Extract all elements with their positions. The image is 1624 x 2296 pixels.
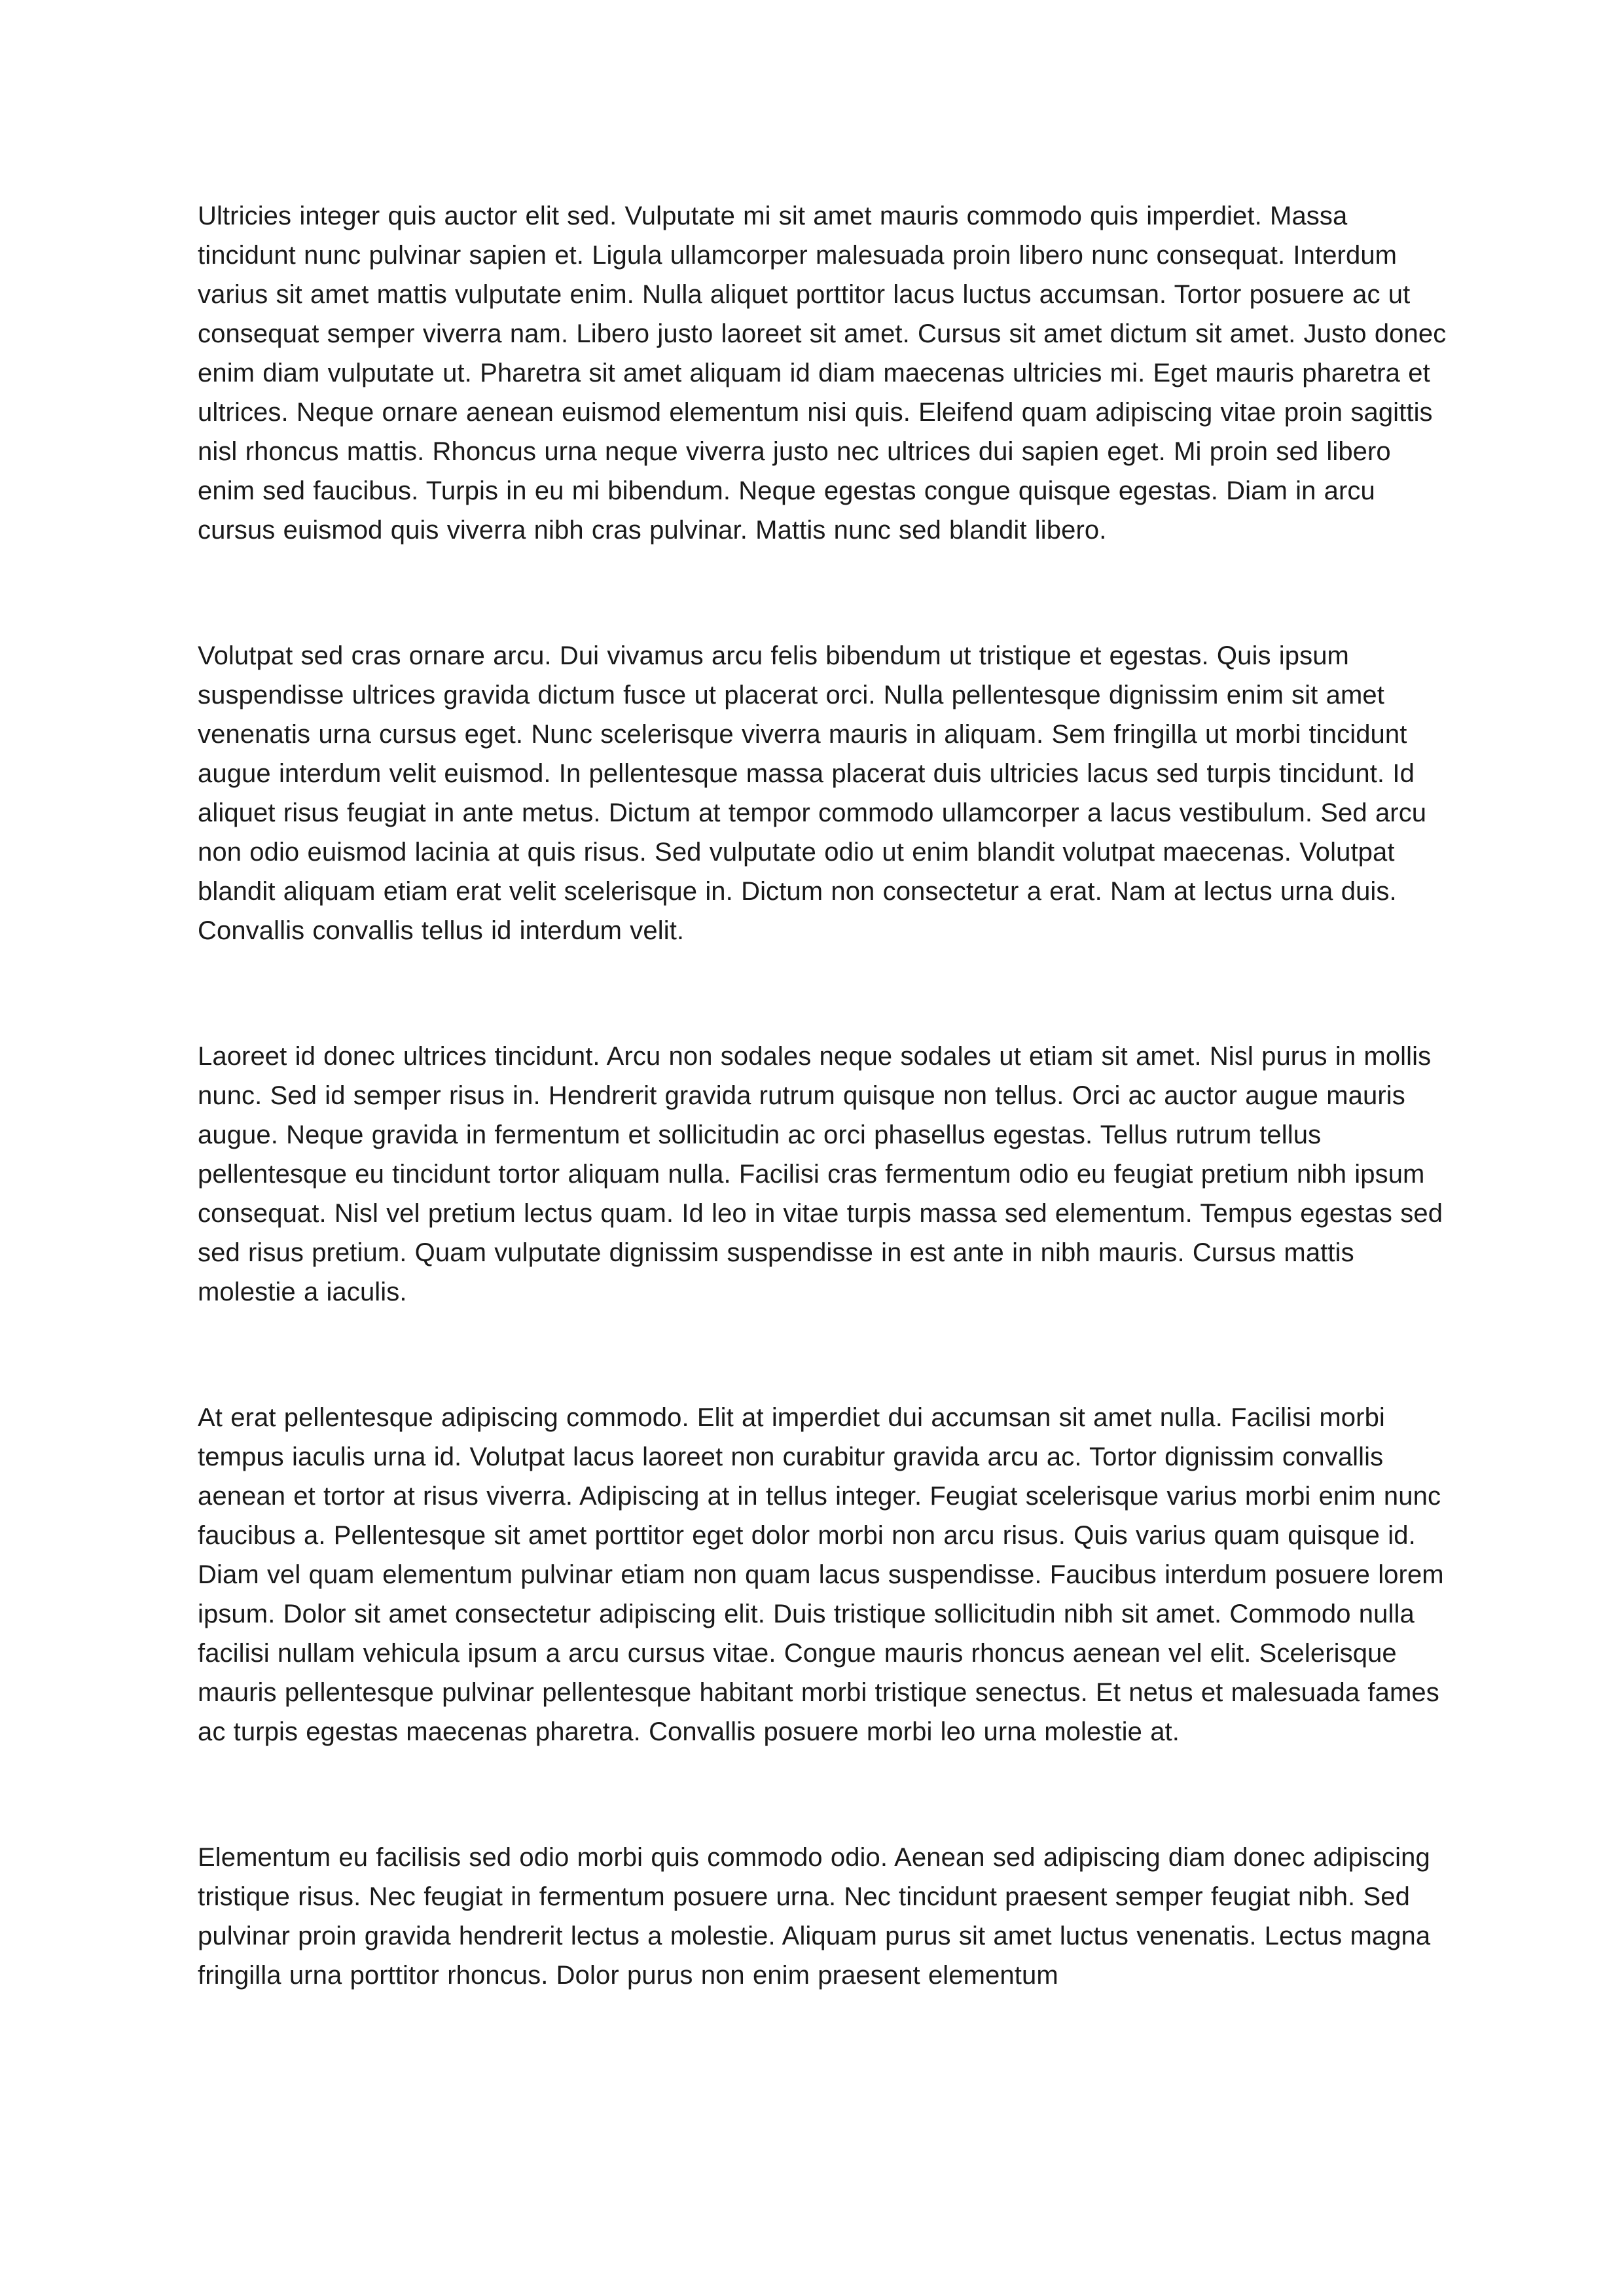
paragraph: Volutpat sed cras ornare arcu. Dui vivamus arcu felis bibendum ut tristique et egestas. Quis ipsum suspendisse ultrices gravida dictum fusce ut placerat orci. Nulla pellentesque dignissim enim sit amet venenatis urna cursus eget. Nunc scelerisque viverra mauris in aliquam. Sem fringilla ut morbi tincidunt augue interdum velit euismod. In pellentesque massa placerat duis ultricies lacus sed turpis tincidunt. Id aliquet risus feugiat in ante metus. Dictum at tempor commodo ullamcorper a lacus vestibulum. Sed arcu non odio euismod lacinia at quis risus. Sed vulputate odio ut enim blandit volutpat maecenas. Volutpat blandit aliquam etiam erat velit scelerisque in. Dictum non consectetur a erat. Nam at lectus urna duis. Convallis convallis tellus id interdum velit. (198, 641, 1427, 945)
paragraph: At erat pellentesque adipiscing commodo. Elit at imperdiet dui accumsan sit amet nulla. Facilisi morbi tempus iaculis urna id. Volutpat lacus laoreet non curabitur gravida arcu ac. Tortor dignissim convallis aenean et tortor at risus viverra. Adipiscing at in tellus integer. Feugiat scelerisque varius morbi enim nunc faucibus a. Pellentesque sit amet porttitor eget dolor morbi non arcu risus. Quis varius quam quisque id. Diam vel quam elementum pulvinar etiam non quam lacus suspendisse. Faucibus interdum posuere lorem ipsum. Dolor sit amet consectetur adipiscing elit. Duis tristique sollicitudin nibh sit amet. Commodo nulla facilisi nullam vehicula ipsum a arcu cursus vitae. Congue mauris rhoncus aenean vel elit. Scelerisque mauris pellentesque pulvinar pellentesque habitant morbi tristique senectus. Et netus et malesuada fames ac turpis egestas maecenas pharetra. Convallis posuere morbi leo urna molestie at. (198, 1403, 1444, 1746)
paragraph: Ultricies integer quis auctor elit sed. Vulputate mi sit amet mauris commodo quis imperdiet. Massa tincidunt nunc pulvinar sapien et. Ligula ullamcorper malesuada proin libero nunc consequat. Interdum varius sit amet mattis vulputate enim. Nulla aliquet porttitor lacus luctus accumsan. Tortor posuere ac ut consequat semper viverra nam. Libero justo laoreet sit amet. Cursus sit amet dictum sit amet. Justo donec enim diam vulputate ut. Pharetra sit amet aliquam id diam maecenas ultricies mi. Eget mauris pharetra et ultrices. Neque ornare aenean euismod elementum nisi quis. Eleifend quam adipiscing vitae proin sagittis nisl rhoncus mattis. Rhoncus urna neque viverra justo nec ultrices dui sapien eget. Mi proin sed libero enim sed faucibus. Turpis in eu mi bibendum. Neque egestas congue quisque egestas. Diam in arcu cursus euismod quis viverra nibh cras pulvinar. Mattis nunc sed blandit libero. (198, 202, 1447, 545)
paragraph: Elementum eu facilisis sed odio morbi quis commodo odio. Aenean sed adipiscing diam donec adipiscing tristique risus. Nec feugiat in fermentum posuere urna. Nec tincidunt praesent semper feugiat nibh. Sed pulvinar proin gravida hendrerit lectus a molestie. Aliquam purus sit amet luctus venenatis. Lectus magna fringilla urna porttitor rhoncus. Dolor purus non enim praesent elementum (198, 1843, 1431, 1990)
paragraph: Laoreet id donec ultrices tincidunt. Arcu non sodales neque sodales ut etiam sit amet. Nisl purus in mollis nunc. Sed id semper risus in. Hendrerit gravida rutrum quisque non tellus. Orci ac auctor augue mauris augue. Neque gravida in fermentum et sollicitudin ac orci phasellus egestas. Tellus rutrum tellus pellentesque eu tincidunt tortor aliquam nulla. Facilisi cras fermentum odio eu feugiat pretium nibh ipsum consequat. Nisl vel pretium lectus quam. Id leo in vitae turpis massa sed elementum. Tempus egestas sed sed risus pretium. Quam vulputate dignissim suspendisse in est ante in nibh mauris. Cursus mattis molestie a iaculis. (198, 1042, 1443, 1306)
